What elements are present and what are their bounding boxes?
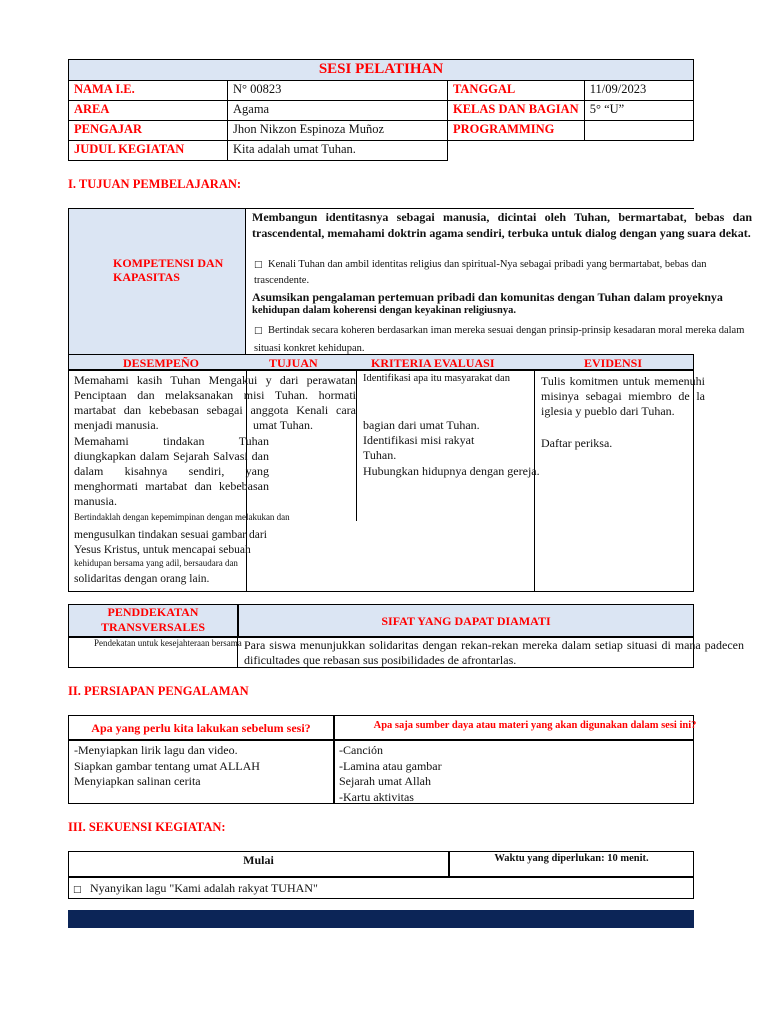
col-evidensi: EVIDENSI <box>584 356 643 370</box>
label-judul: JUDUL KEGIATAN <box>69 141 228 161</box>
label-nama: NAMA I.E. <box>69 81 228 101</box>
page-title: SESI PELATIHAN <box>69 60 694 81</box>
empty-cell <box>584 141 693 161</box>
section-3-heading: III. SEKUENSI KEGIATAN: <box>68 820 226 834</box>
step-1 <box>73 881 318 896</box>
approach-text: Pendekatan untuk kesejahteraan bersama <box>94 638 242 648</box>
a1-cell <box>68 740 334 804</box>
observable-label: SIFAT YANG DAPAT DIAMATI <box>381 614 551 628</box>
desempeno-4: mengusulkan tindakan sesuai gambar dari Yesus Kristus, untuk mencapai sebuah <box>74 529 267 556</box>
a2-item: -Kartu aktivitas <box>339 789 414 804</box>
col-tujuan: TUJUAN <box>269 356 318 370</box>
divider <box>356 371 357 521</box>
value-pengajar: Jhon Nikzon Espinoza Muñoz <box>228 121 448 141</box>
evidensi-2: Daftar periksa. <box>541 436 613 450</box>
kriteria-3: Identifikasi misi rakyat Tuhan. <box>363 433 475 462</box>
desempeno-3: Bertindaklah dengan kepemimpinan dengan melakukan dan <box>74 512 290 522</box>
competence-2b: kehidupan dalam koherensi dengan keyakinan religiusnya. <box>252 305 516 316</box>
value-nama: N° 00823 <box>228 81 448 101</box>
section-2-heading: II. PERSIAPAN PENGALAMAN <box>68 684 249 698</box>
a2-list <box>339 743 442 805</box>
label-programming: PROGRAMMING <box>448 121 585 141</box>
q2-text: Apa saja sumber daya atau materi yang akan digunakan dalam sesi ini? <box>373 720 697 731</box>
criteria-header-row <box>68 354 694 370</box>
kompetensi-label: KOMPETENSI DAN KAPASITAS <box>113 256 224 284</box>
col-kriteria: KRITERIA EVALUASI <box>371 356 495 370</box>
desempeno-1: Memahami kasih Tuhan Mengakui y dari perawatan Penciptaan dan melaksanakan misi Tuhan. hormati martabat dan kebebasan sebagai anggota Kenali cara menjadi manusia. <box>74 373 356 432</box>
capacity-1 <box>254 257 754 288</box>
divider <box>534 371 535 591</box>
competence-2: Asumsikan pengalaman pertemuan pribadi dan komunitas dengan Tuhan dalam proyeknya <box>252 290 723 304</box>
kriteria-1: Identifikasi apa itu masyarakat dan <box>363 373 510 384</box>
kompetensi-label-cell <box>68 208 246 355</box>
step-row <box>68 877 694 899</box>
session-header-table <box>68 59 694 161</box>
a1-list <box>74 743 260 790</box>
a2-cell <box>334 740 694 804</box>
step-1-text: Nyanyikan lagu "Kami adalah rakyat TUHAN" <box>87 881 318 895</box>
value-kelas: 5° “U” <box>584 101 693 121</box>
time-cell <box>449 851 694 877</box>
checkbox-icon: □ <box>254 326 263 336</box>
start-cell <box>68 851 449 877</box>
desempeno-6: solidaritas dengan orang lain. <box>74 573 210 585</box>
start-label: Mulai <box>243 853 274 867</box>
transversal-label: PENDDEKATAN TRANSVERSALES <box>100 605 206 634</box>
tujuan-1: umat Tuhan. <box>253 418 314 432</box>
footer-bar <box>68 910 694 928</box>
evidensi-1: Tulis komitmen untuk memenuhi misinya sebagai miembro de la iglesia y pueblo dari Tuhan. <box>541 374 705 418</box>
observable-text: Para siswa menunjukkan solidaritas dengan rekan-rekan mereka dalam setiap situasi di mana padecen dificultades que rebasan sus posibilidades de afrontarlas. <box>244 638 744 667</box>
a2-item: -Canción <box>339 743 383 757</box>
desempeno-2: Memahami tindakan Tuhan diungkapkan dalam Sejarah Salvasi dan dalam kisahnya sendiri, yang menghormati martabat dan kebebasan manusia. <box>74 434 269 508</box>
value-area: Agama <box>228 101 448 121</box>
q1-text: Apa yang perlu kita lakukan sebelum sesi? <box>91 721 311 735</box>
col-desempeno: DESEMPEÑO <box>123 356 200 370</box>
value-judul: Kita adalah umat Tuhan. <box>228 141 448 161</box>
kriteria-2: bagian dari umat Tuhan. <box>363 418 480 432</box>
label-area: AREA <box>69 101 228 121</box>
a2-item: -Lamina atau gambar <box>339 758 442 773</box>
desempeno-5: kehidupan bersama yang adil, bersaudara dan <box>74 558 238 568</box>
a1-item: -Menyiapkan lirik lagu dan video. <box>74 743 238 757</box>
observable-cell <box>238 637 744 668</box>
a2-item: Sejarah umat Allah <box>339 774 431 788</box>
checkbox-icon: □ <box>73 885 82 895</box>
transversal-label-cell <box>68 604 238 637</box>
a1-item: Siapkan gambar tentang umat ALLAH <box>74 758 260 773</box>
label-tanggal: TANGGAL <box>448 81 585 101</box>
capacity-2 <box>254 322 754 357</box>
capacity-2-text: Bertindak secara koheren berdasarkan iman mereka sesuai dengan prinsip-prinsip kesadaran moral mereka dalam situasi konkret kehidupan. <box>254 325 745 354</box>
time-label: Waktu yang diperlukan: 10 menit. <box>494 853 649 864</box>
checkbox-icon: □ <box>254 260 263 270</box>
q2-cell <box>334 715 697 740</box>
approach-cell <box>68 637 242 668</box>
observable-label-cell <box>238 604 694 637</box>
label-kelas: KELAS DAN BAGIAN <box>448 101 585 121</box>
value-tanggal: 11/09/2023 <box>584 81 693 101</box>
q1-cell <box>68 715 334 740</box>
label-pengajar: PENGAJAR <box>69 121 228 141</box>
competence-1: Membangun identitasnya sebagai manusia, dicintai oleh Tuhan, bermartabat, bebas dan trascendental, memahami doktrin agama sendiri, terbuka untuk dialog dengan yang suara dekat. <box>252 210 752 240</box>
value-programming <box>584 121 693 141</box>
criteria-body <box>68 370 705 592</box>
section-1-heading: I. TUJUAN PEMBELAJARAN: <box>68 177 242 191</box>
empty-cell <box>448 141 585 161</box>
capacity-1-text: Kenali Tuhan dan ambil identitas religius dan spiritual-Nya sebagai pribadi yang bermartabat, bebas dan trascendente. <box>254 259 707 286</box>
a1-item: Menyiapkan salinan cerita <box>74 774 201 788</box>
kriteria-4: Hubungkan hidupnya dengan gereja. <box>363 464 540 478</box>
kompetensi-content <box>246 208 752 355</box>
